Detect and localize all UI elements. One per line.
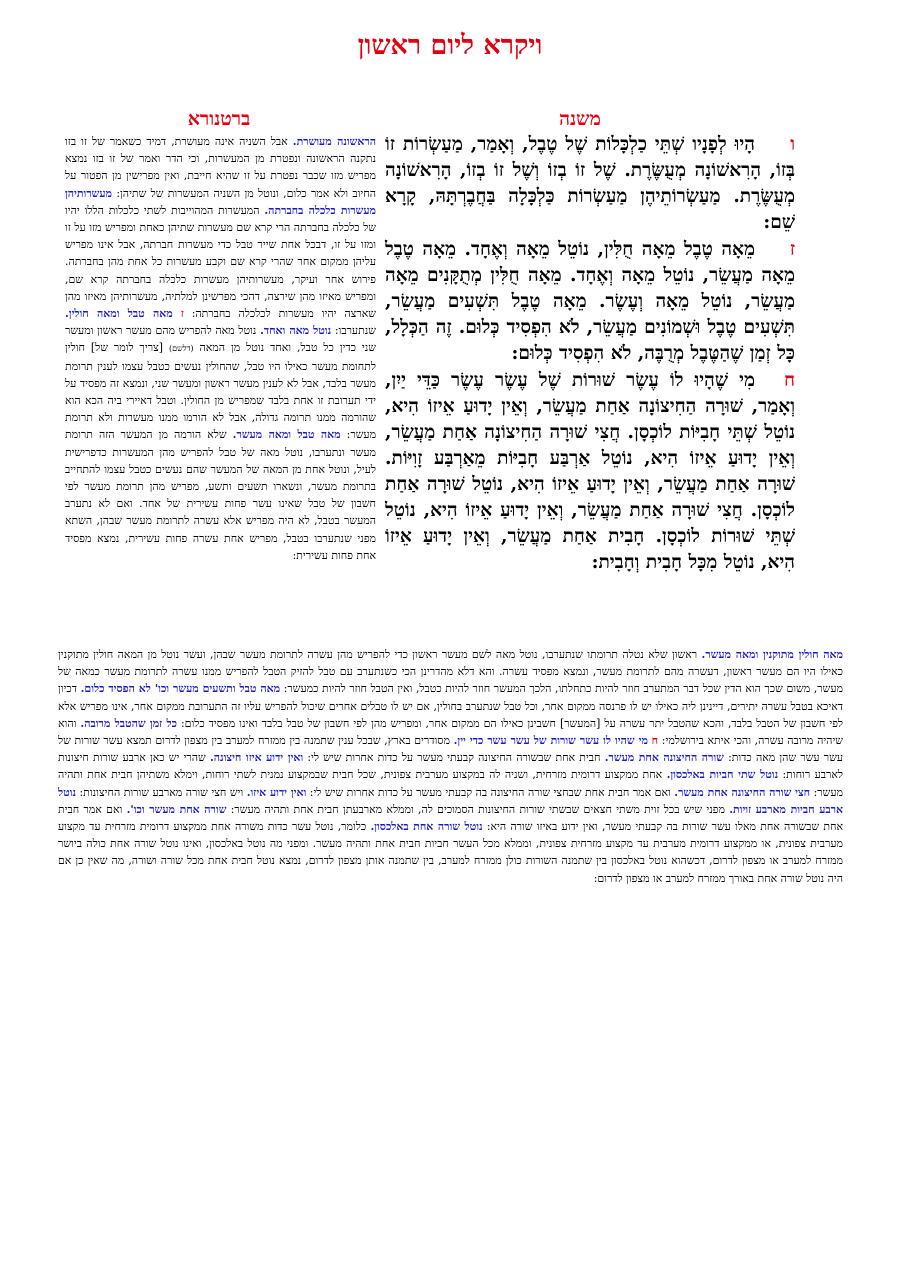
commentary-text: שלא הורמה מן המעשר הזה תרומת מעשר ונתערבו, נוטל מאה של טבל להפריש מהן המעשרות כדפרישית לעיל, ונוטל אחת מן המאה של המעשר שהם נעשים כטבל עצמו להתחייב בתרומת מעשר, ונשארו תשעים ותשע, מפריש מהן תרומת מעשר לפי חשבון של טבל שאינו עשר פחות עשירית של אחד. ואם לא נתערב המעשר בטבל, לא היה מפריש אלא עשרה לתרומת מעשר שבהן, השתא מפני שנתערבו בטבל, מפריש אחת עשרה פחות עשירית, נמצא מפסיד אחת פחות עשירית: — [65, 428, 376, 562]
mishna-text: הָיוּ לְפָנָיו שְׁתֵּי כַלְכָּלוֹת שֶׁל טֶבֶל, וְאָמַר, מַעַשְׂרוֹת זוֹ בְּזוֹ, הָרִאשׁוֹנָה מְעֻשֶּׂרֶת. שֶׁל זוֹ בְזוֹ וְשֶׁל זוֹ בְזוֹ, הָרִאשׁוֹנָה מְעֻשֶּׂרֶת. מַעַשְׂרוֹתֵיהֶן מַעַשְׂרוֹת כַּלְכָּלָה בַּחֲבֶרְתָּהּ, קָרָא שֵׁם: — [385, 134, 795, 233]
dibur-hamatchil: הראשונה מעושרת. — [292, 135, 376, 148]
dibur-hamatchil: נוטל שתי חביות באלכסון. — [666, 768, 779, 782]
commentary-text: דכיון דאיכא בטבל עשרה יתירים, דיינינן ליה כאילו יש לו פרנסה ממקום אחר, וכל טבל שנתערב בחולין, אם יש לו טבלים אחרים שיכול להפריש עליו זה התערובת ממקום אחר, אינו מפריש אלא לפי חשבון של הטבל בלבד, והכא שהטבל יתר עשרה על [המעשר] חשבינן כאילו הם ממקום אחר, ומפריש מהן לפי חשבון של טבל בלבד ואינו מפסיד כלום: — [58, 682, 843, 730]
commentary-mishna-number: ח — [651, 734, 659, 748]
dibur-hamatchil: מי שהיו לו עשר שורות של עשר עשר כדי יין. — [453, 734, 648, 748]
mishna-number: ז — [789, 239, 795, 260]
commentary-text: ואם אמר חבית אחת שבחצי שורה החיצונה בה קבעתי מעשר על כדות אחרות שיש לי: — [309, 785, 671, 799]
commentary-text: ואם אמר חבית אחת שבשורה אחת מאלו עשר שורות בה קבעתי מעשר, ואין ידוע באיזו שורה היא: — [58, 802, 843, 834]
commentary-text: והוא שיהיה מרובה עשרה, והכי איתא בירושלמי: — [58, 716, 844, 748]
commentary-text: כלומר, נוטל עשר כדות משורה אחת ממקצוע דרומית מזרחית עד מקצוע מערבית צפונית, או ממקצוע דרומית מערבית עד מקצוע מזרחית צפונית, וממלא מכל העשר חביות חבית אחת ותהיה מעשר. ומפני מה נוטל באלכסון, ואינו נוטל שורה אחת כולה ביושר ממזרח למערב או מצפון לדרום, דכשהוא נוטל באלכסון בין שתמנה השורות כולן ממזרח למערב, בין שתמנה אותן מצפון לדרום, נמצא נוטל חבית אחת מכל שורה ושורה, מה שאין כן אם היה נוטל שורה אחת באורך ממזרח למערב או מצפון לדרום: — [58, 820, 843, 885]
dibur-hamatchil: נוטל ארבע חביות מארבע זויות. — [58, 785, 843, 816]
commentary-text: חבית אחת שבשורה החיצונה קבעתי מעשר על כדות אחרות שיש לי: — [307, 751, 601, 765]
commentary-text: נוטל מאה להפריש מהם מעשר ראשון ומעשר שני כדין כל טבל, ואחד נוטל מן המאה — [65, 324, 376, 355]
commentary-text: שנתערבו: — [334, 324, 376, 338]
commentary-text: מסודרים בארץ, שבכל ענין שתמנה בין ממזרח למערב בין מצפון לדרום תמצא עשר שורות של עשר עשר שהן מאה כדות: — [58, 734, 844, 765]
dibur-hamatchil: ואין ידוע איזו חיצונה. — [209, 751, 304, 765]
bartenura-side-column — [65, 133, 376, 564]
mishna-paragraph — [385, 368, 795, 576]
commentary-text: המעשרות המהוייבות לשתי כלכלות הללו יהיו של כלכלה בחברתה הרי קרא שם מעשרות שתיהן כאחת ומפריש מזו על זו ומזו על זו, דבכל אחת שייר טבל כדי מעשרות חברתה, אבל אינו מפריש עליהן ממקום אחר שהרי קרא שם וקבע מעשרות כל אחת מהן בחברתה. פירוש אחר ועיקר, מעשרותיהן מעשרות כלכלה בחברתה קרא שם, ומפריש מאיזו מהן שירצה, דהכי מפרשינן למלתיה, מעשרותיהן מאיזו מהן שארצה יהיו מעשרות לכלכלה בחברתה: — [65, 203, 376, 321]
commentary-text: מפני שיש בכל זוית משתי חצאים שבשתי שורות החיצונות הסמוכים לה, וממלא מארבעתן חבית אחת ותהיה מעשר: — [230, 802, 725, 816]
commentary-text: ויש חצי שורה מארבע שורות החיצונות: — [79, 785, 244, 799]
mishna-paragraph — [385, 237, 795, 367]
commentary-text: [צריך לומר של] חולין לתחומת מעשר כאילו היו טבל, שהחולין נעשים כטבל עצמו לענין תרומת מעשר בלבד, אבל לא לענין מעשר ראשון ומעשר שני, ונמצא זה מפסיד על ידי תערובת זו אחת בלבד שמפריש מן החולין. וטבל דאיירי ביה הכא הוא שהורמה ממנו תרומה גדולה, אבל לא הורמו ממנו מעשרות ולא תרומת מעשר: — [65, 341, 377, 442]
bartenura-header: ברטנורא — [187, 108, 251, 130]
mishna-column — [385, 132, 795, 577]
mishna-header: משנה — [559, 108, 601, 130]
dibur-hamatchil: שורה אחת מעשר וכו'. — [126, 802, 227, 816]
dibur-hamatchil: מאה טבל ומאה מעשר. — [232, 428, 341, 442]
mishna-paragraph — [385, 132, 795, 236]
mishna-text: מִי שֶׁהָיוּ לוֹ עֶשֶׂר שׁוּרוֹת שֶׁל עֶשֶׂר עֶשֶׂר כַּדֵּי יַיִן, וְאָמַר, שׁוּרָה הַחִיצוֹנָה אַחַת מַעֲשֵׂר, וְאֵין יָדוּעַ אֵיזוֹ הִיא, נוֹטֵל שְׁתֵּי חָבִיּוֹת לוֹכְסָן. חֲצִי שׁוּרָה הַחִיצוֹנָה אַחַת מַעֲשֵׂר, וְאֵין יָדוּעַ אֵיזוֹ הִיא, נוֹטֵל אַרְבַּע חָבִיּוֹת מֵאַרְבַּע זָוִיּוֹת. שׁוּרָה אַחַת מַעֲשֵׂר, וְאֵין יָדוּעַ אֵיזוֹ הִיא, נוֹטֵל שׁוּרָה אַחַת לוֹכְסָן. חֲצִי שׁוּרָה אַחַת מַעֲשֵׂר, וְאֵין יָדוּעַ אֵיזוֹ הִיא, נוֹטֵל שְׁתֵּי שׁוּרוֹת לוֹכְסָן. חָבִית אַחַת מַעֲשֵׂר, וְאֵין יָדוּעַ אֵיזוֹ הִיא, נוֹטֵל מִכָּל חָבִית וְחָבִית: — [385, 370, 795, 573]
dibur-hamatchil: נוטל שורה אחת באלכסון. — [370, 820, 483, 834]
commentary-small-note: (דלשם) — [169, 344, 194, 354]
dibur-hamatchil: מאה טבל ותשעים מעשר וכו' לא הפסיד כלום. — [80, 682, 281, 696]
dibur-hamatchil: מאה טבל ומאה חולין. — [65, 307, 173, 321]
commentary-text: ראשון שלא נטלה תרומתו שנתערבו, נוטל מאה לשם מעשר ראשון כדי להפריש מהן עשרה לתרומת מעשר שבהן, ועשר נוטל מן המאה חולין מתוקנין כאילו היו הם מעשר ראשון, דעשרה מהם לתרומת מעשר, ונמצא מפסיד עשרה. והא דלא מהדרינן הכי כשנתערב עם טבל להזיק הטבל להפריש ממנו עשרה לתרומת מעשר כמאה של מעשר, משום שכך הוא הדין שכל דבר המתערב חוזר להיות כתחלתו, הלכך המעשר חוזר להיות כטבל, ואין הטבל חוזר להיות כמעשר: — [58, 648, 843, 696]
dibur-hamatchil: ואין ידוע איזו. — [246, 785, 307, 799]
bartenura-full-width — [58, 646, 843, 887]
mishna-text: מֵאָה טֶבֶל מֵאָה חֻלִּין, נוֹטֵל מֵאָה וְאֶחָד. מֵאָה טֶבֶל מֵאָה מַעֲשֵׂר, נוֹטֵל מֵאָה וְאֶחָד. מֵאָה חֻלִּין מְתֻקָּנִים מֵאָה מַעֲשֵׂר, נוֹטֵל מֵאָה וְעֶשֶׂר. מֵאָה טֶבֶל תִּשְׁעִים מַעֲשֵׂר, תִּשְׁעִים טֶבֶל וּשְׁמוֹנִים מַעֲשֵׂר, לֹא הִפְסִיד כְּלוּם. זֶה הַכְּלָל, כָּל זְמַן שֶׁהַטֶּבֶל מְרֻבֶּה, לֹא הִפְסִיד כְּלוּם: — [385, 239, 795, 364]
dibur-hamatchil: חצי שורה החיצונה אחת מעשר. — [674, 785, 811, 799]
page-title: ויקרא ליום ראשון — [357, 30, 543, 61]
commentary-mishna-number: ז — [180, 307, 184, 321]
commentary-text: אחת ממקצוע דרומית מזרחית, ושניה לה במקצוע מערבית צפונית, שכל חבית שבמקצוע נמנית לשתי רוחות, וימלא משתיהן חבית אחת ותהיה מעשר: — [58, 768, 843, 799]
dibur-hamatchil: נוטל מאה ואחד. — [260, 324, 332, 338]
mishna-number: ו — [790, 134, 795, 155]
dibur-hamatchil: מעשרותיהן מעשרות כלכלה בחברתה. — [65, 186, 377, 217]
commentary-text: אבל השניה אינה מעושרת, דמיד כשאמר של זו בזו נתקנה הראשונה ונפטרת מן המעשרות, וכי הדר ואמר של זו בזו נמצא מפריש מזו שכבר נפטרת על זו שהיא חייבת, ואין מפרישין מן הפטור על החיוב ולא אמר כלום, ונוטל מן השניה המעשרות של שתיהן: — [65, 135, 376, 200]
dibur-hamatchil: כל זמן שהטבל מרובה. — [80, 716, 177, 730]
mishna-number: ח — [783, 370, 795, 391]
dibur-hamatchil: שורה החיצונה אחת מעשר. — [604, 751, 724, 765]
dibur-hamatchil: מאה חולין מתוקנין ומאה מעשר. — [701, 648, 843, 661]
commentary-text: שהרי יש כאן ארבע שורות חיצונות לארבע רוחות: — [58, 751, 843, 782]
